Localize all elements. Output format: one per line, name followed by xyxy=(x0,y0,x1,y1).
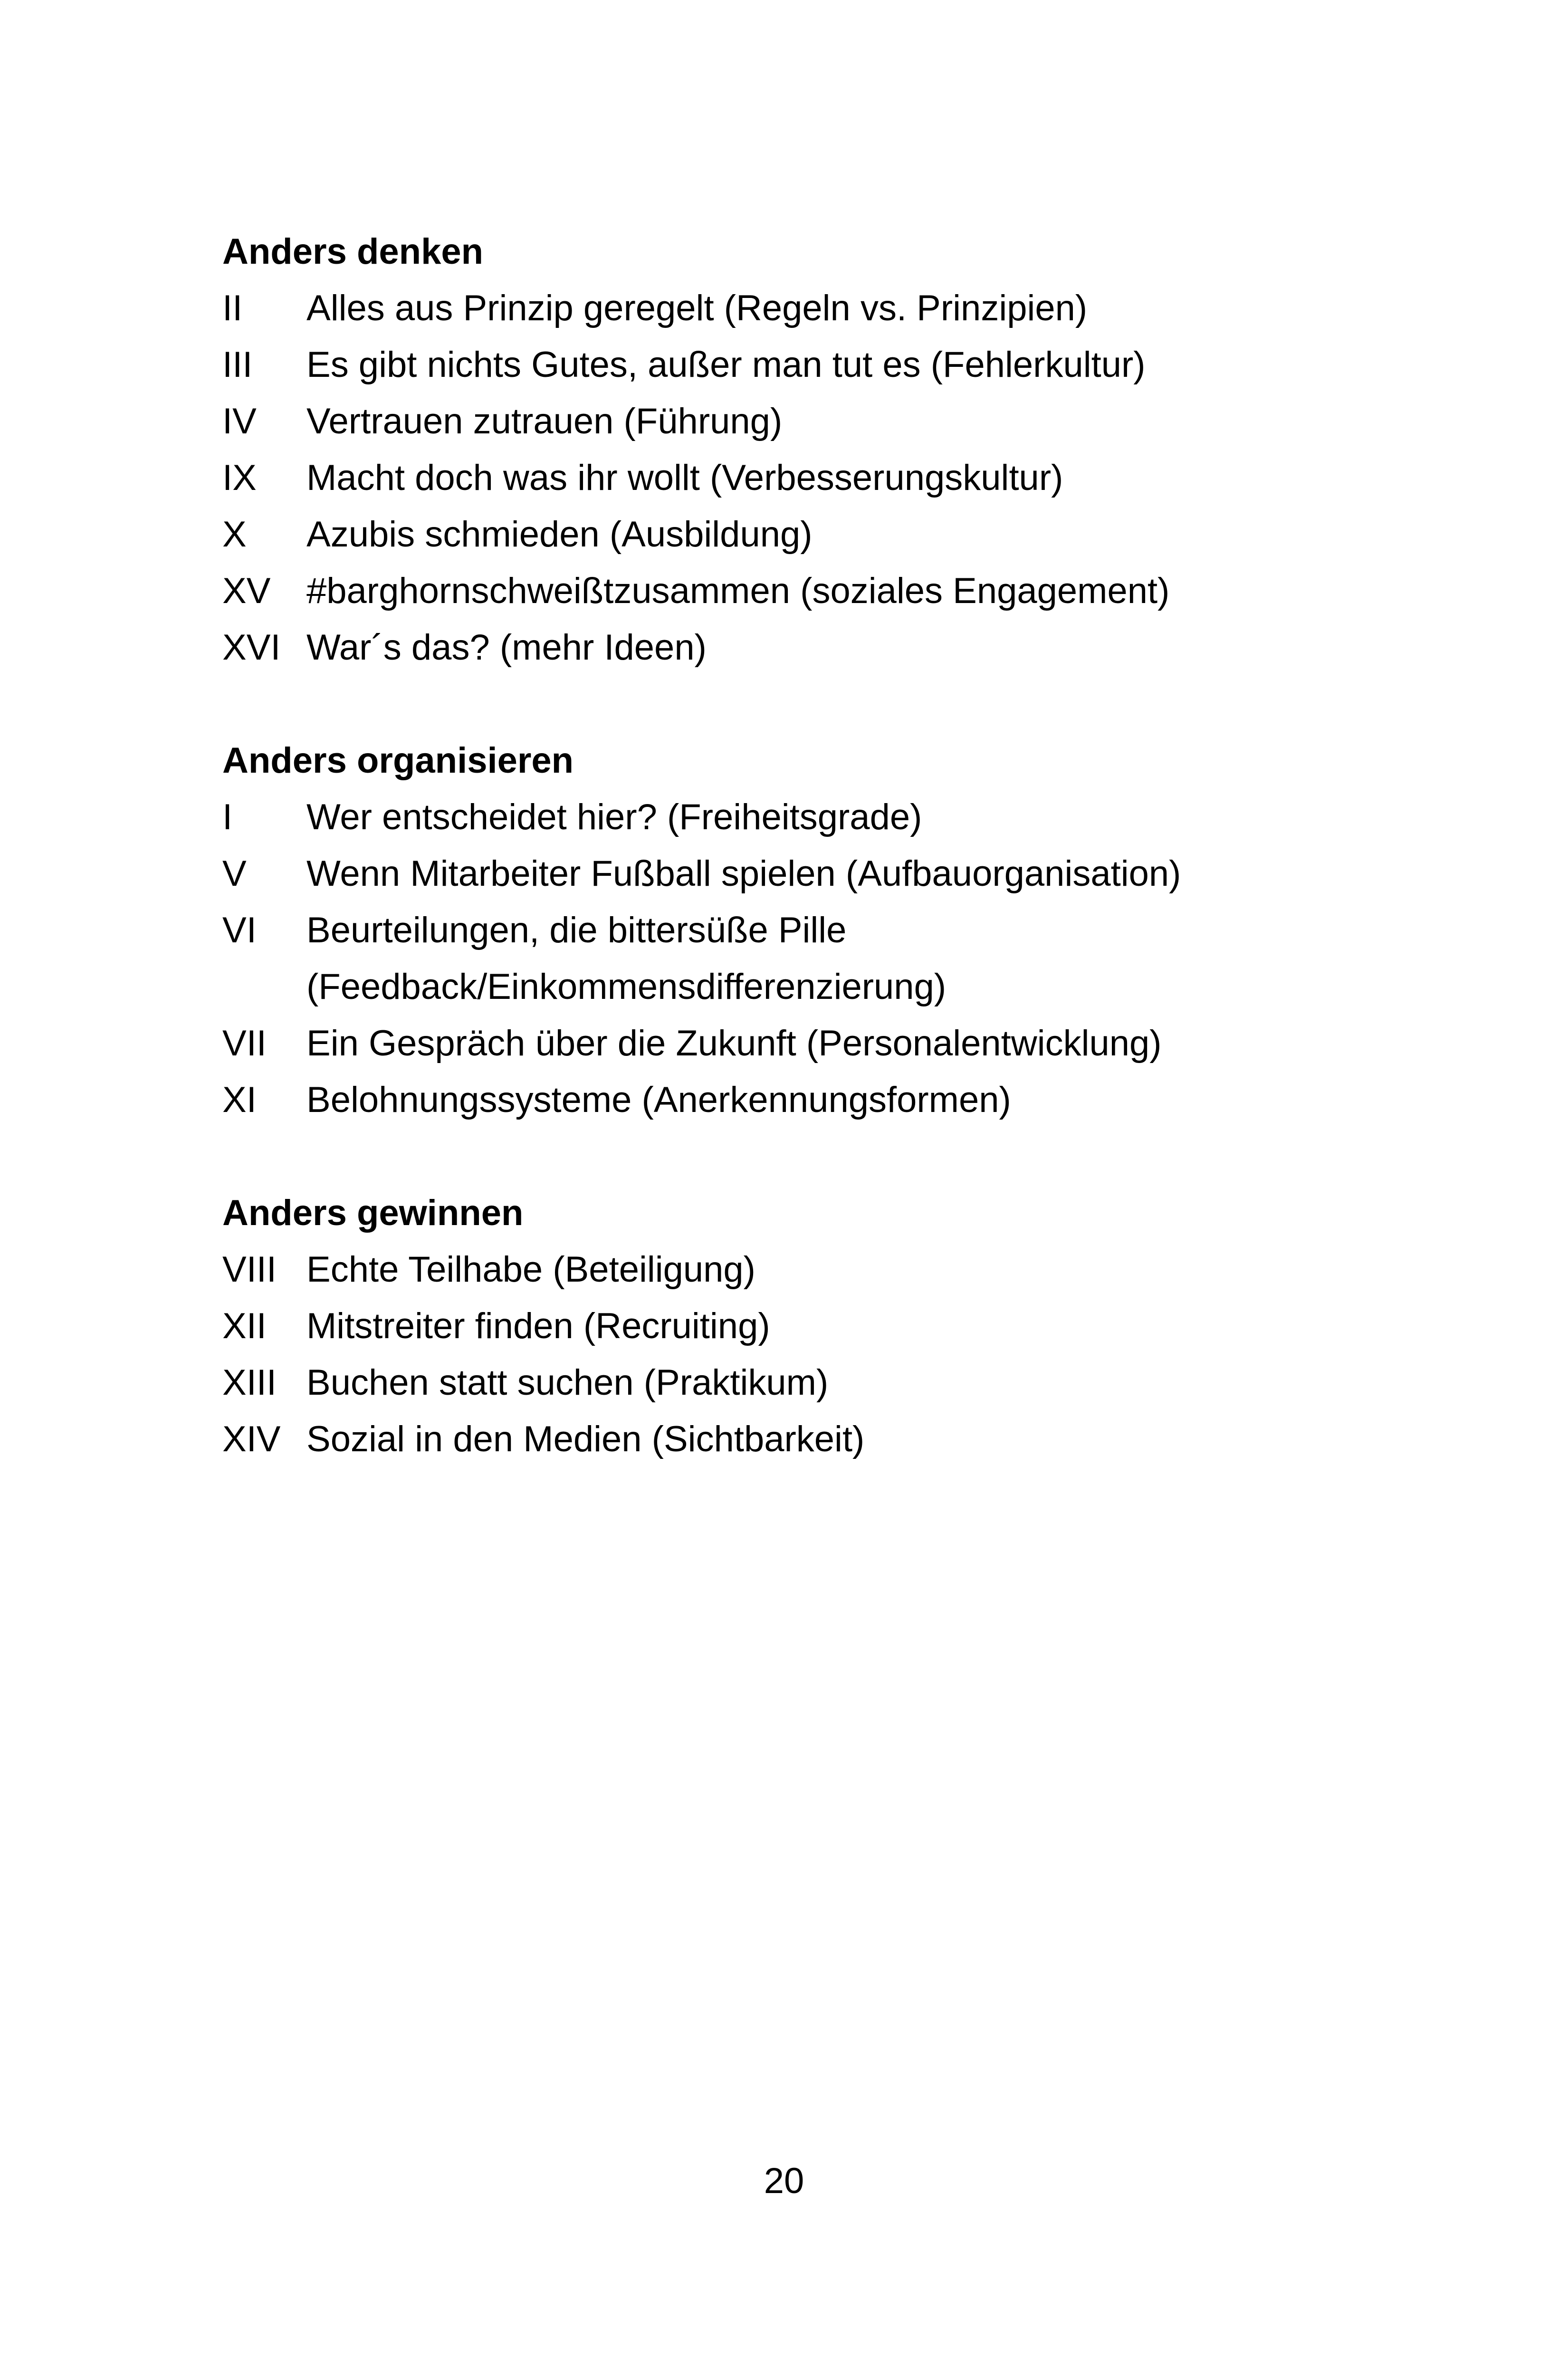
list-item xyxy=(222,393,1363,450)
entry-title: War´s das? (mehr Ideen) xyxy=(306,627,707,668)
list-item xyxy=(222,1241,1363,1298)
list-item xyxy=(222,450,1363,506)
entry-title: Es gibt nichts Gutes, außer man tut es (Fehlerkultur) xyxy=(306,345,1146,385)
entry-title: Azubis schmieden (Ausbildung) xyxy=(306,514,813,555)
entry-numeral: VI xyxy=(222,910,257,950)
entry-numeral: XI xyxy=(222,1080,257,1120)
entry-title: Macht doch was ihr wollt (Verbesserungskultur) xyxy=(306,458,1063,498)
list-item xyxy=(222,902,1363,1015)
entry-numeral: XII xyxy=(222,1306,267,1346)
entry-numeral: XIII xyxy=(222,1362,277,1403)
entry-title: #barghornschweißtzusammen (soziales Engagement) xyxy=(306,571,1170,611)
list-item xyxy=(222,1015,1363,1072)
list-item xyxy=(222,1411,1363,1467)
section-anders-denken xyxy=(222,223,1363,676)
section-heading: Anders denken xyxy=(222,231,484,272)
page-number: 20 xyxy=(764,2161,804,2201)
entry-title: Alles aus Prinzip geregelt (Regeln vs. Prinzipien) xyxy=(306,288,1088,328)
list-item xyxy=(222,619,1363,676)
entry-numeral: V xyxy=(222,853,247,894)
entry-numeral: XVI xyxy=(222,627,281,668)
section-heading: Anders gewinnen xyxy=(222,1193,524,1233)
list-item xyxy=(222,1354,1363,1411)
list-item xyxy=(222,506,1363,563)
entry-numeral: IX xyxy=(222,458,257,498)
entry-numeral: X xyxy=(222,514,247,555)
section-anders-organisieren xyxy=(222,732,1363,1128)
list-item xyxy=(222,563,1363,619)
entry-title: Beurteilungen, die bittersüße Pille (Feedback/Einkommensdifferenzierung) xyxy=(306,910,947,1007)
section-heading: Anders organisieren xyxy=(222,740,574,781)
entry-numeral: XIV xyxy=(222,1419,281,1459)
list-item xyxy=(222,1298,1363,1354)
entry-title: Wer entscheidet hier? (Freiheitsgrade) xyxy=(306,797,922,837)
list-item xyxy=(222,280,1363,336)
entry-title: Buchen statt suchen (Praktikum) xyxy=(306,1362,829,1403)
list-item xyxy=(222,336,1363,393)
section-anders-gewinnen xyxy=(222,1185,1363,1467)
entry-numeral: III xyxy=(222,345,253,385)
entry-title: Wenn Mitarbeiter Fußball spielen (Aufbauorganisation) xyxy=(306,853,1181,894)
entry-numeral: XV xyxy=(222,571,271,611)
entry-title: Vertrauen zutrauen (Führung) xyxy=(306,401,783,441)
list-item xyxy=(222,1072,1363,1128)
list-item xyxy=(222,845,1363,902)
entry-title: Echte Teilhabe (Beteiligung) xyxy=(306,1249,755,1290)
entry-numeral: II xyxy=(222,288,243,328)
list-item xyxy=(222,789,1363,845)
entry-numeral: VII xyxy=(222,1023,267,1063)
entry-numeral: VIII xyxy=(222,1249,277,1290)
table-of-contents xyxy=(222,223,1363,1524)
entry-title: Mitstreiter finden (Recruiting) xyxy=(306,1306,770,1346)
entry-title: Sozial in den Medien (Sichtbarkeit) xyxy=(306,1419,865,1459)
entry-numeral: I xyxy=(222,797,233,837)
entry-title: Ein Gespräch über die Zukunft (Personalentwicklung) xyxy=(306,1023,1162,1063)
entry-title: Belohnungssysteme (Anerkennungsformen) xyxy=(306,1080,1011,1120)
entry-numeral: IV xyxy=(222,401,257,441)
